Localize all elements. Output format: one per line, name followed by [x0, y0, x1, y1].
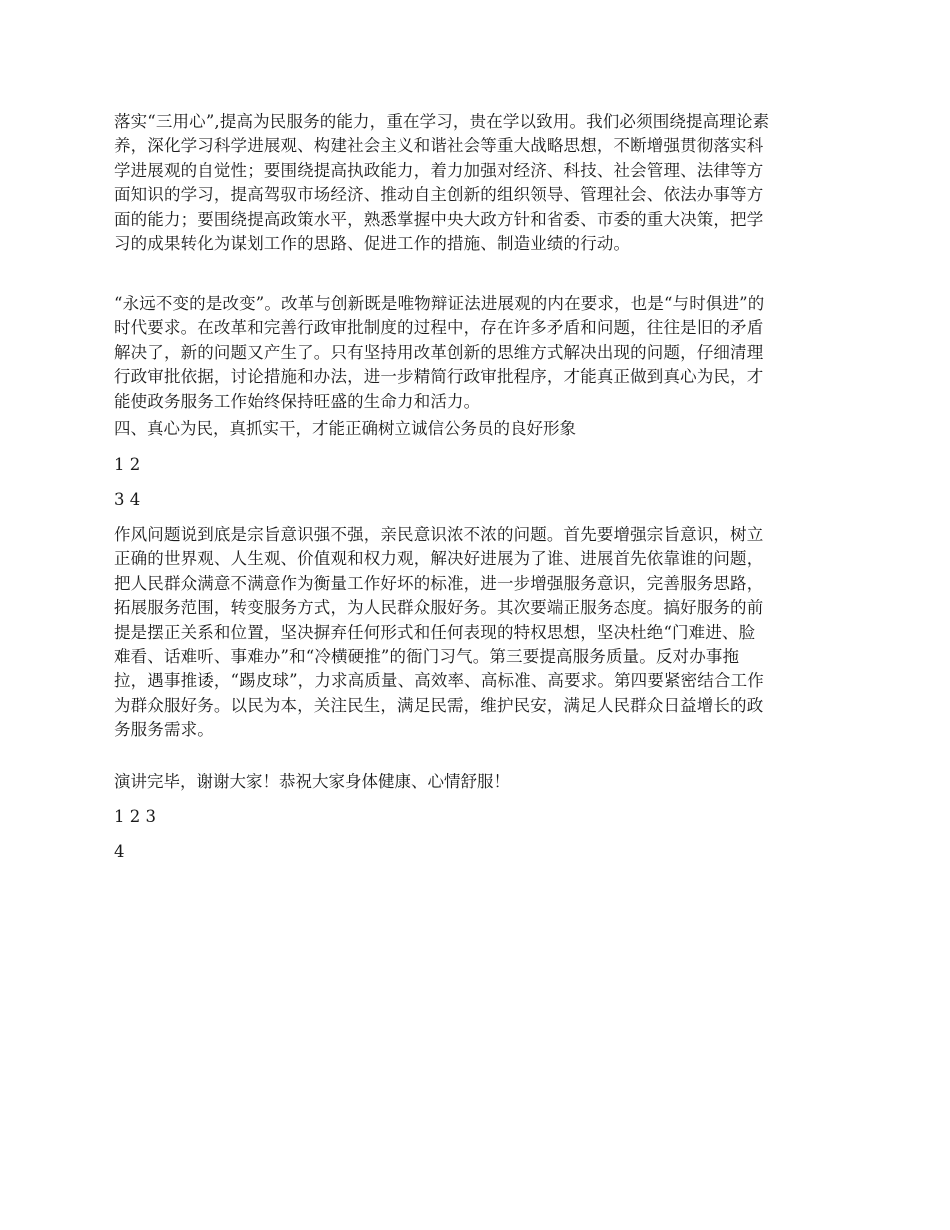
text-line: 养，深化学习科学进展观、构建社会主义和谐社会等重大战略思想，不断增强贯彻落实科: [114, 136, 764, 156]
closing-remark: 演讲完毕，谢谢大家！恭祝大家身体健康、心情舒服！: [114, 772, 510, 791]
page-number-line: 1 2: [114, 455, 141, 474]
text-line: “永远不变的是改变”。改革与创新既是唯物辩证法进展观的内在要求，也是“与时俱进”的: [114, 294, 765, 313]
text-line: 面的能力；要围绕提高政策水平，熟悉掌握中央大政方针和省委、市委的重大决策，把学: [114, 209, 764, 229]
text-line: 拉，遇事推诿，“踢皮球”，力求高质量、高效率、高标准、高要求。第四要紧密结合工作: [114, 671, 764, 691]
section-heading: 四、真心为民，真抓实干，才能正确树立诚信公务员的良好形象: [114, 419, 576, 438]
text-line: 为群众服好务。以民为本，关注民生，满足民需，维护民安，满足人民群众日益增长的政: [114, 695, 764, 715]
text-line: 行政审批依据，讨论措施和办法，进一步精简行政审批程序，才能真正做到真心为民，才: [114, 367, 764, 387]
page-number-line: 3 4: [114, 490, 141, 509]
page-number-line: 1 2 3: [114, 807, 156, 826]
paragraph-reform: [114, 292, 840, 414]
page-number-line: 4: [114, 842, 125, 861]
text-line: 面知识的学习，提高驾驭市场经济、推动自主创新的组织领导、管理社会、依法办事等方: [114, 185, 764, 205]
text-line: 把人民群众满意不满意作为衡量工作好坏的标准，进一步增强服务意识，完善服务思路，: [114, 573, 764, 593]
paragraph-study: [114, 110, 840, 256]
text-line: 作风问题说到底是宗旨意识强不强，亲民意识浓不浓的问题。首先要增强宗旨意识，树立: [114, 525, 764, 544]
text-line: 务服务需求。: [114, 720, 214, 740]
paragraph-work-style: [114, 523, 840, 743]
text-line: 解决了，新的问题又产生了。只有坚持用改革创新的思维方式解决出现的问题，仔细清理: [114, 342, 764, 362]
text-line: 难看、话难听、事难办”和“冷横硬推”的衙门习气。第三要提高服务质量。反对办事拖: [114, 647, 740, 667]
text-line: 学进展观的自觉性；要围绕提高执政能力，着力加强对经济、科技、社会管理、法律等方: [114, 160, 764, 180]
text-line: 落实“三用心”,提高为民服务的能力，重在学习，贵在学以致用。我们必须围绕提高理论素: [114, 112, 770, 131]
text-line: 提是摆正关系和位置，坚决摒弃任何形式和任何表现的特权思想，坚决杜绝“门难进、脸: [114, 622, 756, 642]
text-line: 能使政务服务工作始终保持旺盛的生命力和活力。: [114, 391, 481, 411]
text-line: 拓展服务范围，转变服务方式，为人民群众服好务。其次要端正服务态度。搞好服务的前: [114, 598, 764, 618]
text-line: 时代要求。在改革和完善行政审批制度的过程中，存在许多矛盾和问题，往往是旧的矛盾: [114, 318, 764, 338]
text-line: 习的成果转化为谋划工作的思路、促进工作的措施、制造业绩的行动。: [114, 234, 631, 254]
text-line: 正确的世界观、人生观、价值观和权力观，解决好进展为了谁、进展首先依靠谁的问题，: [114, 549, 764, 569]
